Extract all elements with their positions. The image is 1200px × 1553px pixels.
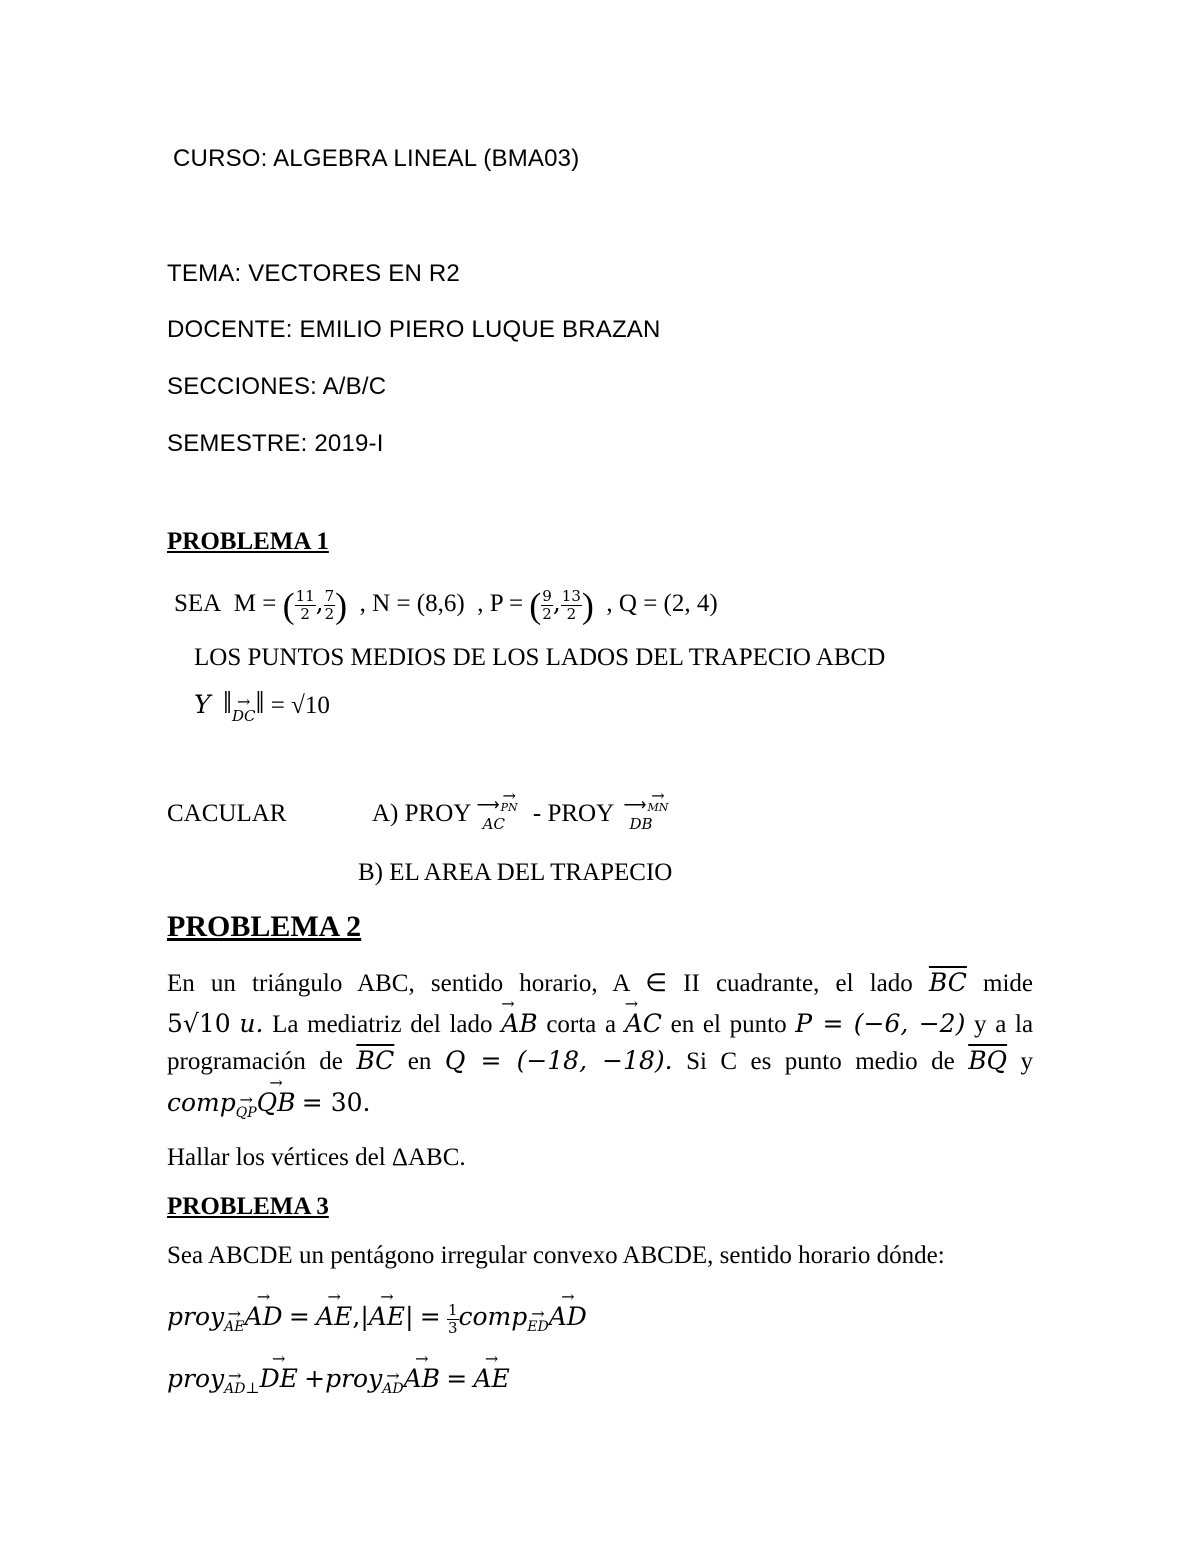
problem-1-points: SEA M = ( $\frac{11}{2}$ , $\frac{7}{2}$ ) , N = (8,6) , P = ( $\frac{9}{2}$ , $\frac{13}{2}$ ) , Q = (2, 4): [174, 585, 718, 626]
ae-sub-vector: → AE: [224, 1317, 244, 1335]
n-point: , N = (8,6): [359, 590, 465, 617]
problem-2-title: PROBLEMA 2: [167, 910, 362, 943]
ae-norm-vector: → AE: [369, 1300, 405, 1331]
ab-vector-2: → AB: [404, 1362, 440, 1393]
sections-line: SECCIONES: A/B/C: [167, 373, 387, 400]
ad-vector-2: → AD: [549, 1300, 587, 1331]
problem-2-task: Hallar los vértices del ΔABC.: [167, 1144, 466, 1171]
problem-3-eq-1: proy→ AE→ AD = → AE,|→ AE| = $\frac{1}{3}$ comp→ ED→ AD: [167, 1300, 587, 1337]
q-point: , Q = (2, 4): [606, 590, 718, 617]
db-sub: DB: [629, 815, 653, 833]
mn-vector: → MN: [647, 799, 668, 814]
bq-segment: $\overline{BQ}$: [968, 1046, 1008, 1075]
topic-line: TEMA: VECTORES EN R2: [167, 260, 460, 287]
p-y-fraction: $\frac{13}{2}$: [561, 586, 581, 623]
course-title: CURSO: ALGEBRA LINEAL (BMA03): [173, 145, 580, 172]
ed-sub-vector: → ED: [527, 1317, 548, 1335]
problem-2-line-3: programación de $\overline{BC}$ en Q = (−18, −18). Si C es punto medio de $\overline{BQ}$ y: [167, 1046, 1034, 1075]
point-p: P = (−6, −2): [795, 1009, 966, 1038]
point-q: Q = (−18, −18).: [444, 1046, 673, 1075]
sea-label: SEA: [174, 590, 222, 617]
ac-sub: AC: [482, 815, 505, 833]
problem-2-line-1: En un triángulo ABC, sentido horario, A ∈ II cuadrante, el lado $\overline{BC}$ mide: [167, 968, 1034, 997]
ad-sub-vector: → AD: [224, 1379, 245, 1397]
m-label: M =: [233, 590, 277, 617]
ab-vector: → AB: [501, 1007, 537, 1038]
teacher-line: DOCENTE: EMILIO PIERO LUQUE BRAZAN: [167, 316, 661, 343]
p-x-fraction: $\frac{9}{2}$: [542, 586, 552, 623]
qb-vector: → QB: [257, 1086, 296, 1117]
calcular-label: CACULAR: [167, 800, 287, 827]
one-third: $\frac{1}{3}$: [447, 1300, 458, 1337]
ac-vector: → AC: [625, 1007, 662, 1038]
problem-2-line-4: comp→ QP→ QB = 30.: [167, 1086, 370, 1121]
problem-1-title: PROBLEMA 1: [167, 528, 329, 555]
ad-sub-vector-2: → AD: [382, 1379, 403, 1397]
p-label: , P =: [477, 590, 524, 617]
ad-vector: → AD: [244, 1300, 282, 1331]
problem-2-line-2: 5√10 u. La mediatriz del lado → AB corta a → AC en el punto P = (−6, −2) y a la: [167, 1007, 1033, 1039]
semester-line: SEMESTRE: 2019-I: [167, 430, 384, 457]
qp-vector: → QP: [236, 1103, 257, 1121]
m-y-fraction: $\frac{7}{2}$: [324, 586, 335, 623]
ae-vector-2: → AE: [473, 1362, 509, 1393]
de-vector: → DE: [260, 1362, 298, 1393]
pn-vector: → PN: [501, 799, 518, 814]
problem-3-eq-2: proy→ $AD_\perp\to$ DE +proy→ AD→ AB = → AE: [167, 1362, 510, 1397]
m-x-fraction: $\frac{11}{2}$: [295, 586, 315, 623]
problem-1-norm: Y ‖→ DC‖ = √10: [194, 684, 330, 725]
bc-segment: $\overline{BC}$: [928, 968, 967, 997]
problem-1-statement: LOS PUNTOS MEDIOS DE LOS LADOS DEL TRAPECIO ABCD: [194, 644, 886, 671]
part-b: B) EL AREA DEL TRAPECIO: [358, 859, 673, 886]
norm-value: = √10: [270, 692, 330, 719]
dc-vector: → DC: [232, 705, 256, 725]
part-a: A) PROY AC ⟶ → PN - PROY DB ⟶ → MN: [372, 800, 679, 828]
bc-segment-2: $\overline{BC}$: [356, 1046, 395, 1075]
ae-vector: → AE: [316, 1300, 352, 1331]
problem-3-title: PROBLEMA 3: [167, 1193, 329, 1220]
problem-3-intro: Sea ABCDE un pentágono irregular convexo ABCDE, sentido horario dónde:: [167, 1242, 945, 1269]
